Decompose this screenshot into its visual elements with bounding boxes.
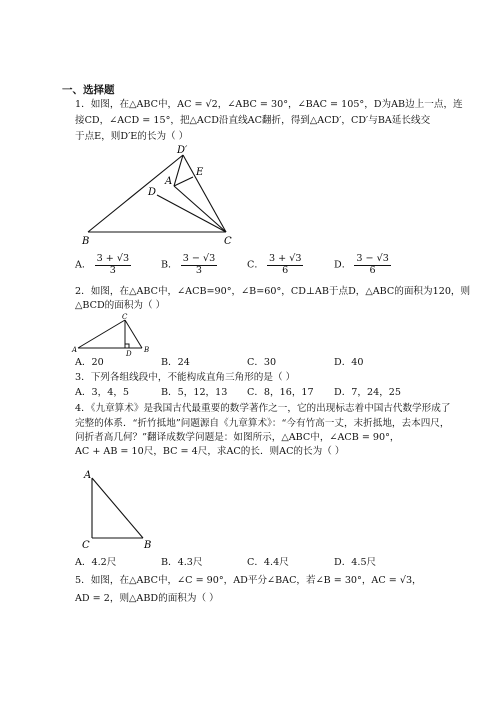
- q4-line-4: AC + AB = 10尺，BC = 4尺，求AC的长．则AC的长为（ ）: [75, 446, 345, 457]
- q1-label-d: D: [148, 187, 157, 198]
- section-title: 一、选择题: [62, 84, 115, 96]
- q3-option-c: C．8，16，17: [247, 387, 314, 398]
- q3-option-d: D．7，24，25: [334, 387, 401, 398]
- q4-line-1: 4．《九章算术》是我国古代最重要的数学著作之一，它的出现标志着中国古代数学形成了: [75, 403, 451, 414]
- q1-option-d-key: D．: [334, 259, 352, 271]
- q4-line-2: 完整的体系．“折竹抵地”问题源自《九章算术》：“今有竹高一丈，末折抵地，去本四尺，: [75, 418, 450, 429]
- q2-label-c: C: [122, 313, 128, 321]
- q1-segment-ca: [174, 186, 226, 232]
- q4-option-b: B．4.3尺: [161, 557, 203, 568]
- q4-segment-ab: [92, 478, 143, 538]
- q1-label-c: C: [224, 236, 232, 247]
- q1-segment-be: [88, 155, 183, 232]
- q2-label-a: A: [72, 346, 78, 354]
- q1-option-c: [247, 254, 303, 276]
- q4-label-c: C: [82, 540, 90, 551]
- q2-line-1: 2．如图，在△ABC中，∠ACB=90°，∠B=60°，CD⊥AB于点D，△ABC的面积为120，则: [75, 286, 471, 297]
- q1-figure: [70, 142, 250, 250]
- q1-label-b: B: [82, 236, 90, 247]
- q1-line-1: 1．如图，在△ABC中，AC = √2，∠ABC = 30°，∠BAC = 105°，D为AB边上一点，连: [75, 99, 463, 110]
- q2-option-d: D．40: [334, 357, 364, 368]
- q1-option-d-fraction: [354, 254, 390, 276]
- q1-segment-ae: [174, 177, 193, 186]
- q2-right-angle-mark: [125, 344, 129, 348]
- q1-option-d-numerator: 3 − √3: [356, 253, 389, 264]
- q5-line-2: AD = 2，则△ABD的面积为（ ）: [75, 593, 219, 604]
- q1-option-b-fraction: [181, 254, 217, 276]
- q1-option-c-fraction: [267, 254, 303, 276]
- q3-option-b: B．5，12，13: [161, 387, 228, 398]
- q1-label-d-prime: D′: [177, 145, 188, 156]
- q1-option-a-fraction: [95, 254, 131, 276]
- q1-option-a-key: A．: [75, 259, 92, 271]
- q1-option-d-denominator: 6: [369, 264, 376, 276]
- q1-option-c-denominator: 6: [282, 264, 289, 276]
- q4-label-a: A: [84, 470, 92, 481]
- q2-segment-ac: [78, 320, 125, 348]
- q1-option-a-numerator: 3 + √3: [96, 253, 130, 264]
- q4-figure: [78, 466, 168, 552]
- q1-option-a: [75, 254, 131, 276]
- q1-option-a-denominator: 3: [109, 264, 116, 276]
- q1-option-c-numerator: 3 + √3: [269, 253, 302, 264]
- q1-option-b-numerator: 3 − √3: [182, 253, 216, 264]
- q3-option-a: A．3，4，5: [75, 387, 130, 398]
- q4-option-a: A．4.2尺: [75, 557, 117, 568]
- q1-label-a: A: [165, 176, 173, 187]
- q1-line-2: 接CD，∠ACD = 15°，把△ACD沿直线AC翻折，得到△ACD′，CD′与BA延长线交: [75, 115, 431, 126]
- q5-line-1: 5．如图，在△ABC中，∠C = 90°，AD平分∠BAC，若∠B = 30°，AC = √3，: [75, 575, 422, 586]
- q4-line-3: 问折者高几何？”翻译成数学问题是：如图所示，△ABC中，∠ACB = 90°，: [75, 432, 400, 443]
- q4-option-c: C．4.4尺: [247, 557, 289, 568]
- q4-option-d: D．4.5尺: [334, 557, 377, 568]
- q2-option-a: A．20: [75, 357, 104, 368]
- q1-option-b: [161, 254, 217, 276]
- q2-line-2: △BCD的面积为（ ）: [75, 300, 166, 311]
- q1-option-c-key: C．: [247, 259, 264, 271]
- q2-label-d: D: [126, 350, 132, 356]
- q4-label-b: B: [144, 540, 152, 551]
- q1-label-e: E: [196, 167, 204, 178]
- q2-option-c: C．30: [247, 357, 277, 368]
- q3-line-1: 3．下列各组线段中，不能构成直角三角形的是（ ）: [75, 372, 296, 383]
- q1-option-d: [334, 254, 391, 276]
- q1-segment-ad2: [174, 155, 183, 186]
- q1-option-b-key: B．: [161, 259, 178, 271]
- q1-option-b-denominator: 3: [195, 264, 202, 276]
- q2-figure: [70, 312, 160, 356]
- q2-label-b: B: [144, 346, 150, 354]
- q1-line-3: 于点E，则D′E的长为（ ）: [75, 131, 189, 142]
- q2-option-b: B．24: [161, 357, 190, 368]
